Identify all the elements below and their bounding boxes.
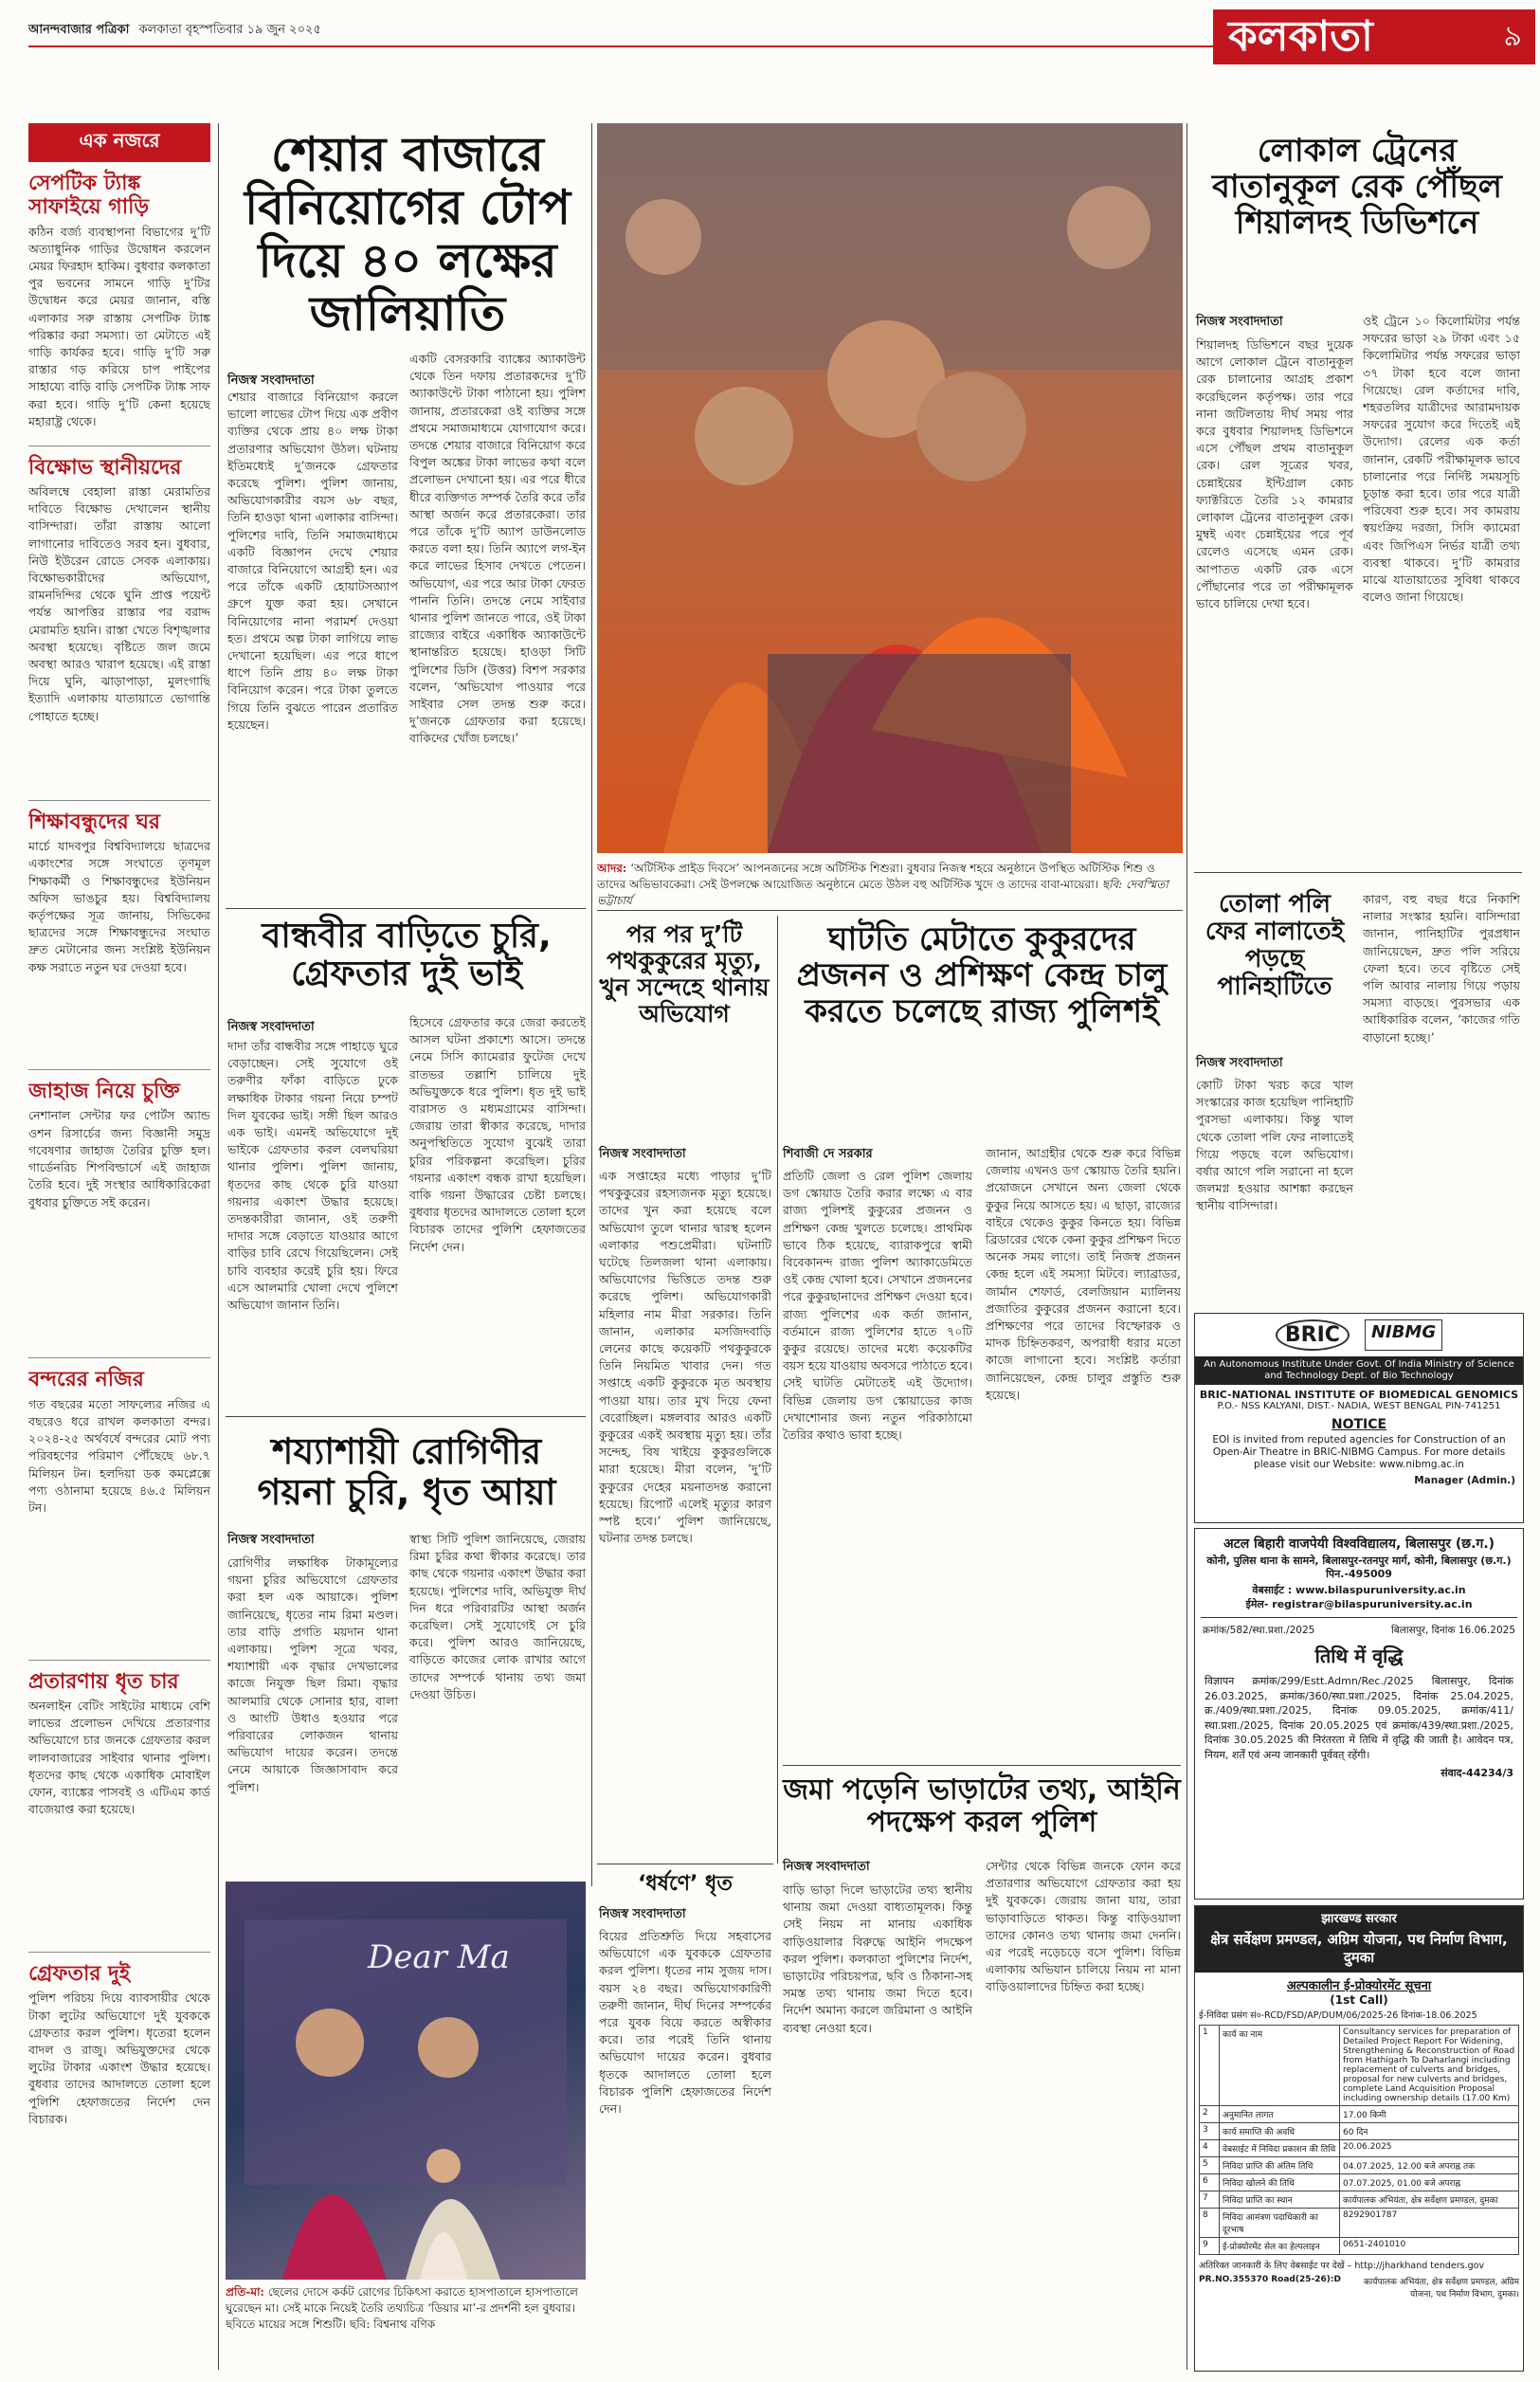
headline-dogs-death: পর পর দু’টি পথকুকুরের মৃত্যু, খুন সন্দেহে থানায় অভিযোগ (599, 920, 770, 1027)
brief-title: বন্দরের নজির (28, 1368, 144, 1392)
byline-rape: নিজস্ব সংবাদদাতা (599, 1907, 686, 1921)
tender-cell-label: अनुमानित लागत (1220, 2106, 1340, 2123)
tender-cell-label: ई-प्रोक्योरमेंट सेल का हेल्पलाइन (1220, 2238, 1340, 2255)
caption-lead: প্রতি-মা: (226, 2285, 264, 2299)
tender-cell-no: 5 (1200, 2157, 1220, 2174)
column-rule (777, 916, 778, 1864)
ad-univ-ref: क्रमांक/582/स्था.प्रशा./2025 (1203, 1625, 1315, 1636)
brief-item (28, 172, 210, 446)
headline-rent: জমা পড়েনি ভাড়াটের তথ্য, আইনি পদক্ষেপ করল পুলিশ (783, 1773, 1181, 1839)
tender-cell-value: कार्यपालक अभियंता, क्षेत्र सर्वेक्षण प्रमण्डल, दुमका (1340, 2191, 1519, 2209)
ad-tender (1194, 1905, 1524, 2372)
section-rule (226, 1416, 586, 1417)
ad-tender-ref: ई-निविदा प्रसंग सं०-RCD/FSD/AP/DUM/06/2025-26 दिनांक-18.06.2025 (1199, 2010, 1477, 2021)
ad-univ-address: कोनी, पुलिस थाना के सामने, बिलासपुर-रतनपुर मार्ग, कोनी, बिलासपुर (छ.ग.) पिन.-495009 (1206, 1555, 1512, 1580)
tender-row (1200, 2238, 1519, 2255)
photo-banner-text: Dear Ma (368, 1938, 510, 1976)
tender-row (1200, 2191, 1519, 2209)
ad-divider (1201, 1617, 1517, 1618)
byline-dogs-training: শিবাজী দে সরকার (783, 1147, 873, 1161)
ad-bric-body: EOI is invited from reputed agencies for Construction of an Open-Air Theatre in BRIC-NIBMG Campus. For more details please visit our Website: www.nibmg.ac.in (1212, 1434, 1506, 1470)
tender-row (1200, 2140, 1519, 2157)
tender-row (1200, 2123, 1519, 2140)
byline-rent: নিজস্ব সংবাদদাতা (783, 1860, 870, 1874)
photo-top (597, 123, 1183, 853)
story-hospital-col2: স্বাস্থ্য সিটি পুলিশ জানিয়েছে, জেরায় রিমা চুরির কথা স্বীকার করেছে। তার কাছ থেকে গয়নার একাংশ উদ্ধার করা হয়েছে। পুলিশের দাবি, অভিযুক্ত দীর্ঘ দিন ধরে পরিবারটির আস্থা অর্জন করেছিল। সেই সুযোগেই সে চুরি করে। পুলিশ আরও জানিয়েছে, বাড়িতে কাজের লোক রাখার আগে তাদের সম্পর্কে থানায় তথ্য জমা দেওয়া উচিত। (409, 1532, 586, 1701)
tender-cell-value: 17.00 किमी (1340, 2106, 1519, 2123)
section-rule (783, 1765, 1181, 1766)
header-rule (28, 45, 1213, 47)
byline-dogs-death: নিজস্ব সংবাদদাতা (599, 1147, 686, 1161)
story-dogs-death-body: এক সপ্তাহের মধ্যে পাড়ার দু’টি পথকুকুরের রহস্যজনক মৃত্যু হয়েছে। তাদের খুন করা হয়েছে বলে অভিযোগ তুলে থানার দ্বারস্থ হলেন এলাকার পশুপ্রেমীরা। ঘটনাটি ঘটেছে তিলজলা থানা এলাকায়। অভিযোগের ভিত্তিতে তদন্ত শুরু করেছে পুলিশ। অভিযোগকারী মহিলার নাম মীরা সরকার। তিনি জানান, এলাকার মসজিদবাড়ি লেনের কাছে কয়েকটি পথকুকুরকে তিনি নিয়মিত খাবার দেন। গত সপ্তাহে একটি কুকুরকে মৃত অবস্থায় পাওয়া যায়। তার মুখ দিয়ে ফেনা বেরোচ্ছিল। মঙ্গলবার আরও একটি কুকুরের একই অবস্থায় মৃত্যু হয়। তাঁর সন্দেহ, বিষ খাইয়ে কুকুরগুলিকে মারা হয়েছে। মীরা বলেন, ‘দু’টি কুকুরের দেহের ময়নাতদন্ত করানো হয়েছে। রিপোর্ট এলেই মৃত্যুর কারণ স্পষ্ট হবে।’ পুলিশ জানিয়েছে, ঘটনার তদন্ত চলছে। (599, 1169, 771, 1546)
photo-bottom (226, 1882, 586, 2280)
tender-cell-value: 0651-2401010 (1340, 2238, 1519, 2255)
ad-univ-date: बिलासपुर, दिनांक 16.06.2025 (1391, 1625, 1515, 1636)
story-rape-body: বিয়ের প্রতিশ্রুতি দিয়ে সহবাসের অভিযোগে এক যুবককে গ্রেফতার করল পুলিশ। ধৃতের নাম সুজয় দাস। বয়স ২৪ বছর। অভিযোগকারিণী তরুণী জানান, দীর্ঘ দিনের সম্পর্কের পরে যুবক বিয়ে করতে অস্বীকার করে। তার পরেই তিনি থানায় অভিযোগ দায়ের করেন। বুধবার ধৃতকে আদালতে তোলা হলে বিচারক পুলিশি হেফাজতের নির্দেশ দেন। (599, 1929, 771, 2117)
tender-cell-value: Consultancy services for preparation of Detailed Project Report For Widening, Strengthening & Reconstruction of Road from Hathigarh To Daharlangi including replacement of culverts and bridges, proposal for new culverts and bridges, complete Land Acquisition Proposal including ownership details (17.00 Km) (1340, 2026, 1519, 2106)
ad-bric-line1: An Autonomous Institute Under Govt. Of India Ministry of Science and Technology Dept. of Bio Technology (1195, 1356, 1523, 1385)
page-number: ৯ (1503, 20, 1522, 53)
tender-cell-no: 7 (1200, 2191, 1220, 2209)
byline-polly: নিজস্ব সংবাদদাতা (1196, 1056, 1283, 1070)
ad-tender-title1: झारखण्ड सरकार (1195, 1906, 1523, 1929)
byline-hospital: নিজস্ব সংবাদদাতা (227, 1533, 315, 1547)
tender-row (1200, 2026, 1519, 2106)
tender-cell-value: 60 दिन (1340, 2123, 1519, 2140)
ad-univ-sign: संवाद-44234/3 (1440, 1767, 1513, 1779)
tender-cell-value: 8292901787 (1340, 2209, 1519, 2238)
photo-bottom-caption (226, 2284, 586, 2370)
ad-univ-email: ईमेल- registrar@bilaspuruniversity.ac.in (1245, 1598, 1473, 1610)
ad-bric-sign: Manager (Admin.) (1414, 1475, 1515, 1486)
column-rule (591, 123, 592, 1886)
ad-bric-line2: BRIC-NATIONAL INSTITUTE OF BIOMEDICAL GENOMICS (1199, 1389, 1519, 1401)
headline-dogs-training: ঘাটতি মেটাতে কুকুরদের প্রজনন ও প্রশিক্ষণ কেন্দ্র চালু করতে চলেছে রাজ্য পুলিশই (796, 920, 1168, 1031)
story-dogs-training-col2: জানান, আগ্রহীর থেকে শুরু করে বিভিন্ন জেলায় এখনও ডগ স্কোয়াড তৈরি হয়নি। প্রয়োজনে সেখানে অন্য জেলা থেকে কুকুর নিয়ে আসতে হয়। এ ছাড়া, রাজ্যের বাইরে থেকেও কুকুর কিনতে হয়। বিভিন্ন ব্রিডারের থেকে কেনা কুকুর প্রশিক্ষণ দিতে অনেক সময় লাগে। তাই নিজস্ব প্রজনন কেন্দ্র হলে এই সমস্যা মিটবে। ল্যাব্রাডর, জার্মান শেফার্ড, বেলজিয়ান ম্যালিনয় প্রজাতির কুকুরের প্রজনন করানো হবে। প্রশিক্ষণের পরে তাদের বিস্ফোরক ও মাদক চিহ্নিতকরণ, অপরাধী ধরার মতো কাজে লাগানো হবে। সংশ্লিষ্ট কর্তারা জানিয়েছেন, কেন্দ্র চালুর প্রস্তুতি শুরু হয়েছে। (986, 1146, 1181, 1402)
tender-cell-no: 2 (1200, 2106, 1220, 2123)
tender-cell-label: कार्य समाप्ति की अवधि (1220, 2123, 1340, 2140)
caption-text: ‘অটিস্টিক প্রাইড দিবসে’ আপনজনের সঙ্গে অটিস্টিক শিশুরা। বুধবার নিজস্ব শহরে অনুষ্ঠানে উপস্থিত অটিস্টিক শিশু ও তাদের অভিভাবকেরা। সেই উপলক্ষে আয়োজিত অনুষ্ঠানে মেতে উঠল বহু অটিস্টিক খুদে ও তাদের বাবা-মায়েরা। (597, 862, 1155, 891)
brief-item (28, 1670, 210, 1953)
nibmg-logo: NIBMG (1365, 1319, 1442, 1351)
brief-title: গ্রেফতার দুই (28, 1962, 131, 1987)
photo-credit: ছবি: দেবস্মিতা ভট্টাচার্য (597, 878, 1169, 907)
brief-item (28, 1080, 210, 1358)
byline-share: নিজস্ব সংবাদদাতা (227, 373, 315, 388)
section-rule (226, 908, 586, 909)
tender-cell-no: 9 (1200, 2238, 1220, 2255)
brief-body: গত বছরের মতো সাফল্যের নজির এ বছরেও ধরে রাখল কলকাতা বন্দর। ২০২৪-২৫ অর্থবর্ষে বন্দরের মোট পণ্য পরিবহণের পরিমাণ পৌঁছেছে ৬৮.৭ মিলিয়ন টন। হলদিয়া ডক কমপ্লেক্সে পণ্য ওঠানামা হয়েছে ৪৬.৫ মিলিয়ন টন। (28, 1396, 210, 1515)
headline-robbery: বান্ধবীর বাড়িতে চুরি, গ্রেফতার দুই ভাই (262, 917, 552, 994)
tender-row (1200, 2174, 1519, 2191)
tender-cell-label: कार्य का नाम (1220, 2026, 1340, 2106)
brief-body: নেশানাল সেন্টার ফর পোর্টস অ্যান্ড ওশন রিসার্চের জন্য বিজ্ঞানী সমুদ্র গবেষণার জাহাজ তৈরির চুক্তি হল। গার্ডেনরিচ শিপবিল্ডার্সে এই জাহাজ তৈরি হবে। দুই সংস্থার আধিকারিকেরা বুধবার চুক্তিতে সই করেন। (28, 1108, 210, 1209)
ad-univ-body: विज्ञापन क्रमांक/299/Estt.Admn/Rec./2025 बिलासपुर, दिनांक 26.03.2025, क्रमांक/360/स्था.प्रशा./2025, दिनांक 25.04.2025, क्र./409/स्था.प्रशा./2025, दिनांक 09.05.2025, क्रमांक/411/स्था.प्रशा./2025, दिनांक 20.05.2025 एवं क्रमांक/439/स्था.प्रशा./2025, दिनांक 30.05.2025 की निरंतरता में तिथि में वृद्धि की जाती है। आवेदन पत्र, नियम, शर्तें एवं अन्य जानकारी पूर्ववत् रहेंगी। (1205, 1675, 1513, 1761)
ad-bric-notice: NOTICE (1331, 1417, 1387, 1432)
ad-tender-call: (1st Call) (1330, 1993, 1388, 2007)
brief-title: জাহাজ নিয়ে চুক্তি (28, 1080, 180, 1104)
tender-row (1200, 2209, 1519, 2238)
ad-tender-signline (1195, 2273, 1523, 2301)
story-rent-col2: সেন্টার থেকে বিভিন্ন জনকে ফোন করে প্রতারণার অভিযোগে গ্রেফতার করা হয় দুই যুবককে। জেরায় জানা যায়, তারা ভাড়াবাড়িতে থাকত। কিন্তু বাড়িওয়ালা তাদের কোনও তথ্য থানায় জমা দেননি। এর পরেই নড়েচড়ে বসে পুলিশ। বিভিন্ন এলাকায় অভিযান চালিয়ে নিয়ম না মানা বাড়িওয়ালাদের চিহ্নিত করা হচ্ছে। (986, 1859, 1181, 1994)
tender-cell-value: 20.06.2025 (1340, 2140, 1519, 2157)
brief-item (28, 1962, 210, 2217)
tender-cell-label: निविदा खोलने की तिथि (1220, 2174, 1340, 2191)
brief-body: পুলিশ পরিচয় দিয়ে ব্যাবসায়ীর থেকে টাকা লুটের অভিযোগে দুই যুবককে গ্রেফতার করল পুলিশ। ধৃতেরা হলেন বাদল ও রাজু। অভিযুক্তদের থেকে লুটের টাকার একাংশ উদ্ধার হয়েছে। বুধবার তাদের আদালতে তোলা হলে পুলিশি হেফাজতের নির্দেশ দেন বিচারক। (28, 1991, 210, 2126)
brief-title: প্রতারণায় ধৃত চার (28, 1669, 179, 1694)
brief-title: শিক্ষাবন্ধুদের ঘর (28, 809, 161, 834)
ad-tender-sign: कार्यपालक अभियंता, क्षेत्र सर्वेक्षण प्रमण्डल, अग्रिम योजना, पथ निर्माण विभाग, दुमका। (1364, 2278, 1519, 2300)
dateline: কলকাতা বৃহস্পতিবার ১৯ জুন ২০২৫ (138, 23, 321, 37)
photo-top-image (597, 123, 1183, 853)
ad-tender-notice: अल्पकालीन ई-प्रोक्योरमेंट सूचना (1286, 1979, 1432, 1993)
brief-item (28, 1368, 210, 1660)
story-polly-col2: কারণ, বহু বছর ধরে নিকাশি নালার সংস্কার হয়নি। বাসিন্দারা জানান, পানিহাটির পুরপ্রধান জানিয়েছেন, দ্রুত পলি সরিয়ে ফেলা হবে। তবে বৃষ্টিতে সেই পলি আবার নালায় গিয়ে পড়ায় সমস্যা বাড়ছে। পুরসভার এক আধিকারিক বলেন, ‘কাজের গতি বাড়ানো হচ্ছে।’ (1363, 892, 1520, 1045)
story-robbery-col2: হিসেবে গ্রেফতার করে জেরা করতেই আসল ঘটনা প্রকাশ্যে আসে। তদন্তে নেমে সিসি ক্যামেরার ফুটেজ দেখে রাতভর তল্লাশি চালিয়ে দুই অভিযুক্তকে ধরে পুলিশ। ধৃত দুই ভাই বারাসত ও মধ্যমগ্রামের বাসিন্দা। জেরায় তারা স্বীকার করেছে, দাদার অনুপস্থিতিতে সুযোগ বুঝেই তারা চুরির পরিকল্পনা করেছিল। চুরির গয়নার একাংশ বন্ধক রাখা হয়েছিল। বাকি গয়না উদ্ধারের চেষ্টা চলছে। বুধবার ধৃতদের আদালতে তোলা হলে বিচারক তাদের পুলিশি হেফাজতের নির্দেশ দেন। (409, 1015, 586, 1254)
ad-bric-logos (1195, 1314, 1523, 1351)
section-rule (1194, 872, 1522, 873)
tender-cell-no: 8 (1200, 2209, 1220, 2238)
ad-univ-refline (1195, 1624, 1523, 1637)
tender-cell-value: 07.07.2025, 01.00 बजे अपराह्न (1340, 2174, 1519, 2191)
story-train-col2: ওই ট্রেনে ১০ কিলোমিটার পর্যন্ত সফরের ভাড়া ২৯ টাকা এবং ১৫ কিলোমিটার পর্যন্ত সফরের ভাড়া ৩৭ টাকা হবে বলে জানা গিয়েছে। রেল কর্তাদের দাবি, শহরতলির যাত্রীদের আরামদায়ক সফরের সুযোগ করে দিতেই এই উদ্যোগ। রেলের এক কর্তা জানান, রেকটি পরীক্ষামূলক ভাবে চালানোর পরে নির্দিষ্ট সময়সূচি চূড়ান্ত করা হবে। তার পরে যাত্রী পরিষেবা শুরু হবে। সব কামরায় স্বয়ংক্রিয় দরজা, সিসি ক্যামেরা এবং জিপিএস নির্ভর যাত্রী তথ্য ব্যবস্থা থাকবে। দু’টি কামরার মাঝে যাতায়াতের সুবিধা থাকবে বলেও জানা গিয়েছে। (1363, 314, 1520, 605)
story-dogs-training-col1: প্রতিটি জেলা ও রেল পুলিশ জেলায় ডগ স্কোয়াড তৈরি করার লক্ষ্যে এ বার রাজ্য পুলিশই কুকুরের প্রজনন ও প্রশিক্ষণ কেন্দ্র খুলতে চলেছে। প্রাথমিক ভাবে ঠিক হয়েছে, ব্যারাকপুরে স্বামী বিবেকানন্দ রাজ্য পুলিশ অ্যাকাডেমিতে ওই কেন্দ্র খোলা হবে। সেখানে প্রজননের পরে কুকুরছানাদের প্রশিক্ষণ দেওয়া হবে। রাজ্য পুলিশের এক কর্তা জানান, বর্তমানে রাজ্য পুলিশের হাতে ৭০টি কুকুর রয়েছে। তাদের মধ্যে কয়েকটির বয়স হয়ে যাওয়ায় অবসরে পাঠাতে হবে। সেই ঘাটতি মেটাতেই এই উদ্যোগ। বিভিন্ন জেলায় ডগ স্কোয়াডের কাজ দেখাশোনার জন্য নতুন পরিকাঠামো তৈরির কথাও ভাবা হচ্ছে। (783, 1169, 972, 1443)
tender-row (1200, 2157, 1519, 2174)
ad-univ-title: अटल बिहारी वाजपेयी विश्वविद्यालय, बिलासपुर (छ.ग.) (1223, 1536, 1495, 1552)
ad-univ-website: वेबसाईट : www.bilaspuruniversity.ac.in (1252, 1584, 1466, 1596)
briefs-column (28, 123, 210, 2370)
brief-body: অবিলম্বে বেহালা রাস্তা মেরামতির দাবিতে বিক্ষোভ দেখালেন স্থানীয় বাসিন্দারা। তাঁরা রাস্তায় আলো লাগানোর দাবিতেও সরব হন। বুধবার, নিউ ইউরেন রোডে সেবক এলাকায়। বিক্ষোভকারীদের অভিযোগ, রামনদিন্দির থেকে ঘুনি প্রাপ্ত পয়েন্ট পর্যন্ত আপত্তির রাস্তার পর বরাদ্দ মেরামতি হয়নি। রাস্তা খেতে বিশৃঙ্খলার অবস্থা হয়েছে। বৃষ্টিতে জল জমে অবস্থা আরও খারাপ হয়েছে। এই রাস্তা দিয়ে ঘুনি, ঝাড়াপাড়া, মুলংগাছি ইত্যাদি এলাকায় যাতায়াতে ভোগান্তি পোহাতে হচ্ছে। (28, 483, 210, 723)
masthead-line (28, 21, 321, 41)
headline-train: লোকাল ট্রেনের বাতানুকূল রেক পৌঁছল শিয়ালদহ ডিভিশনে (1211, 132, 1503, 243)
story-rent-col1: বাড়ি ভাড়া দিলে ভাড়াটের তথ্য স্থানীয় থানায় জমা দেওয়া বাধ্যতামূলক। কিন্তু সেই নিয়ম না মানায় একাধিক বাড়িওয়ালার বিরুদ্ধে আইনি পদক্ষেপ করল পুলিশ। কলকাতা পুলিশের নির্দেশ, ভাড়াটের পরিচয়পত্র, ছবি ও ঠিকানা-সহ সমস্ত তথ্য থানায় জমা দিতে হবে। নির্দেশ অমান্য করলে জরিমানা ও আইনি ব্যবস্থা নেওয়া হবে। (783, 1882, 972, 2035)
ad-tender-ref2: PR.NO.355370 Road(25-26):D (1199, 2275, 1341, 2284)
section-rule (597, 910, 1183, 911)
story-robbery-col1: দাদা তাঁর বান্ধবীর সঙ্গে পাহাড়ে ঘুরে বেড়াচ্ছেন। সেই সুযোগে ওই তরুণীর ফাঁকা বাড়িতে ঢুকে লক্ষাধিক টাকার গয়না নিয়ে চম্পট দিল যুবকের ভাই। সঙ্গী ছিল আরও এক ভাই। এমনই অভিযোগে দুই ভাইকে গ্রেফতার করল বেলঘরিয়া থানার পুলিশ। পুলিশ জানায়, ধৃতদের কাছ থেকে চুরি যাওয়া গয়নার একাংশ উদ্ধার হয়েছে। তদন্তকারীরা জানান, ওই তরুণী দাদার সঙ্গে বেড়াতে যাওয়ার আগে বাড়ির চাবি রেখে গিয়েছিলেন। সেই চাবি ব্যবহার করেই চুরি হয়। ফিরে এসে আলমারি খোলা দেখে পুলিশে অভিযোগ জানান তিনি। (227, 1039, 398, 1313)
ad-tender-table (1199, 2025, 1519, 2255)
ad-tender-table-wrap (1195, 2023, 1523, 2257)
caption-lead: আদর: (597, 862, 627, 875)
tender-cell-no: 4 (1200, 2140, 1220, 2157)
briefs-label: এক নজরে (28, 123, 210, 162)
brief-item (28, 456, 210, 801)
ad-bric-line3: P.O.- NSS KALYANI, DIST.- NADIA, WEST BENGAL PIN-741251 (1217, 1401, 1501, 1411)
story-share-col1: শেয়ার বাজারে বিনিয়োগ করলে ভালো লাভের টোপ দিয়ে এক প্রবীণ ব্যক্তির থেকে প্রায় ৪০ লক্ষ টাকা প্রতারণার অভিযোগ উঠল। ঘটনায় ইতিমধ্যেই দু’জনকে গ্রেফতার করেছে পুলিশ। পুলিশ জানায়, অভিযোগকারীর বয়স ৬৮ বছর, তিনি হাওড়া থানা এলাকার বাসিন্দা। পুলিশের দাবি, তিনি সমাজমাধ্যমে একটি বিজ্ঞাপন দেখে শেয়ার বাজারে বিনিয়োগে আগ্রহী হন। এর পরে তাঁকে একটি হোয়াটসঅ্যাপ গ্রুপে যুক্ত করা হয়। সেখানে বিনিয়োগের নানা পরামর্শ দেওয়া হত। প্রথমে অল্প টাকা লাগিয়ে লাভ দেখানো হয়েছিল। এর পরে ধাপে ধাপে তিনি প্রায় ৪০ লক্ষ টাকা বিনিয়োগ করেন। পরে টাকা তুলতে গিয়ে তিনি বুঝতে পারেন প্রতারিত হয়েছেন। (227, 390, 398, 732)
tender-row (1200, 2106, 1519, 2123)
brief-body: কঠিন বর্জ্য ব্যবস্থাপনা বিভাগের দু’টি অত্যাধুনিক গাড়ির উদ্বোধন করলেন মেয়র ফিরহাদ হাকিম। বুধবার কলকাতা পুর ভবনের সামনে গাড়ি দু’টির উদ্বোধন করে মেয়র জানান, বস্তি এলাকার সরু রাস্তায় সেপটিক ট্যাঙ্ক পরিষ্কার করা সমস্যা। তা মেটাতে এই গাড়ি কার্যকর হবে। গাড়ি দু’টি সরু রাস্তার গড় করিয়ে চাপ পাইপের সাহায্যে বাড়ি বাড়ি সেপটিক ট্যাঙ্ক সাফ করা হবে। গাড়ি দু’টি কেনা হয়েছে মহারাষ্ট্র থেকে। (28, 224, 210, 428)
story-train-col1: শিয়ালদহ ডিভিশনে বছর দুয়েক আগে লোকাল ট্রেনে বাতানুকূল রেক চালানোর আগ্রহ প্রকাশ করেছিলেন কর্তৃপক্ষ। তার পরে নানা জটিলতায় দীর্ঘ সময় পার করে বুধবার শিয়ালদহ ডিভিশনে এসে পৌঁছল প্রথম বাতানুকূল রেক। রেল সূত্রের খবর, চেন্নাইয়ের ইন্টিগ্রাল কোচ ফ্যাক্টরিতে তৈরি ১২ কামরার লোকাল ট্রেনের বাতানুকূল রেক। মুম্বই এবং চেন্নাইয়ের পরে পূর্ব রেলেও এসেছে এমন রেক। আপাতত একটি রেক এসে পৌঁছানোর পরে তা পরীক্ষামূলক ভাবে চালিয়ে দেখা হবে। (1196, 337, 1353, 611)
story-share-col2: একটি বেসরকারি ব্যাঙ্কের অ্যাকাউন্ট থেকে তিন দফায় প্রতারকদের দু’টি অ্যাকাউন্টে টাকা পাঠানো হয়। পুলিশ জানায়, প্রতারকেরা ওই ব্যক্তির সঙ্গে প্রথমে সমাজমাধ্যমে যোগাযোগ করে। তদন্তে শেয়ার বাজারে বিনিয়োগ করে বিপুল অঙ্কের টাকা লাভের কথা বলে প্রলোভন দেখানো হয়। এর পরে ধীরে ধীরে ব্যক্তিগত সম্পর্ক তৈরি করে তাঁর আস্থা অর্জন করে প্রতারকেরা। তার পরে তাঁকে দু’টি অ্যাপ ডাউনলোড করতে বলা হয়। তিনি অ্যাপে লগ-ইন করে লাভের হিসাব দেখতে পেতেন। অভিযোগ, এর পরে আর টাকা ফেরত পাননি তিনি। তদন্তে নেমে সাইবার থানার পুলিশ জানতে পারে, ওই টাকা রাজ্যের বাইরে একাধিক অ্যাকাউন্টে স্থানান্তরিত হয়েছে। হাওড়া সিটি পুলিশের ডিসি (উত্তর) বিশপ সরকার বলেন, ‘অভিযোগ পাওয়ার পরে সাইবার সেল তদন্ত শুরু করে। দু’জনকে গ্রেফতার করা হয়েছে। বাকিদের খোঁজ চলছে।’ (409, 352, 586, 746)
ad-university (1194, 1528, 1524, 1900)
tender-cell-no: 6 (1200, 2174, 1220, 2191)
caption-text: ছেলের দোসে কর্কট রোগের চিকিৎসা করাতে হাসপাতালে হাসপাতালে ঘুরেছেন মা। সেই মাকে নিয়েই তৈরি তথ্যচিত্র ‘ডিয়ার মা’-র প্রদর্শনী হল বুধবার। ছবিতে মায়ের সঙ্গে শিশুটি। ছবি: বিশ্বনাথ বণিক (226, 2285, 578, 2331)
tender-cell-label: निविदा प्राप्ति की अंतिम तिथि (1220, 2157, 1340, 2174)
brief-title: সেপটিক ট্যাঙ্ক সাফাইয়ে গাড়ি (28, 172, 150, 220)
ad-tender-footer: अतिरिक्त जानकारी के लिए वेबसाईट पर देखें – http://jharkhand tenders.gov (1199, 2261, 1485, 2271)
tender-cell-value: 04.07.2025, 12.00 बजे अपराह्न तक (1340, 2157, 1519, 2174)
masthead: আনন্দবাজার পত্রিকা (28, 23, 130, 37)
headline-hospital: শয্যাশায়ী রোগিণীর গয়না চুরি, ধৃত আয়া (257, 1430, 556, 1513)
headline-rape: ‘ধর্ষণে’ ধৃত (638, 1872, 733, 1896)
ad-univ-notice-title: तिथि में वृद्धि (1314, 1645, 1404, 1667)
bric-logo: BRIC (1276, 1319, 1350, 1351)
headline-share: শেয়ার বাজারে বিনিয়োগের টোপ দিয়ে ৪০ লক্ষের জালিয়াতি (244, 127, 571, 341)
ad-tender-title2: क्षेत्र सर्वेक्षण प्रमण्डल, अग्रिम योजना, पथ निर्माण विभाग, दुमका (1195, 1929, 1523, 1973)
section-title: কলকাতা (1228, 12, 1373, 61)
section-banner (1213, 9, 1535, 64)
tender-cell-label: निविदा आमंत्रण पदाधिकारी का दूरभाष (1220, 2209, 1340, 2238)
brief-body: মার্চে যাদবপুর বিশ্ববিদ্যালয়ে ছাত্রদের একাংশের সঙ্গে সংঘাতে তৃণমূল শিক্ষাকর্মী ও শিক্ষাবন্ধুদের ইউনিয়ন অফিস ভাঙচুর হয়। বিশ্ববিদ্যালয় কর্তৃপক্ষের সূত্র জানায়, সিভিকের ছাত্রদের সঙ্গে শিক্ষাবন্ধুদের সংঘাত দ্রুত মেটানোর জন্য সংশ্লিষ্ট ইউনিয়ন কক্ষ সরাতে নতুন ঘর দেওয়া হবে। (28, 839, 210, 974)
brief-item (28, 810, 210, 1070)
story-hospital-col1: রোগিণীর লক্ষাধিক টাকামূল্যের গয়না চুরির অভিযোগে গ্রেফতার করা হল এক আয়াকে। পুলিশ জানিয়েছে, ধৃতের নাম রিমা মণ্ডল। তার বাড়ি প্রগতি ময়দান থানা এলাকায়। পুলিশ সূত্রে খবর, শয্যাশায়ী এক বৃদ্ধার দেখভালের কাজে নিযুক্ত ছিল রিমা। বৃদ্ধার আলমারি থেকে সোনার হার, বালা ও আংটি উধাও হওয়ার পরে পরিবারের লোকজন থানায় অভিযোগ দায়ের করেন। তদন্তে নেমে আয়াকে জিজ্ঞাসাবাদ করে পুলিশ। (227, 1555, 398, 1794)
tender-cell-no: 1 (1200, 2026, 1220, 2106)
column-rule (218, 123, 219, 2370)
byline-robbery: নিজস্ব সংবাদদাতা (227, 1020, 315, 1034)
tender-cell-no: 3 (1200, 2123, 1220, 2140)
brief-title: বিক্ষোভ স্থানীয়দের (28, 455, 182, 480)
byline-train: নিজস্ব সংবাদদাতা (1196, 315, 1283, 329)
ad-bric (1194, 1313, 1524, 1523)
tender-cell-label: निविदा प्राप्ति का स्थान (1220, 2191, 1340, 2209)
headline-polly: তোলা পলি ফের নালাতেই পড়ছে পানিহাটিতে (1205, 890, 1345, 1002)
tender-cell-label: वेबसाईट में निविदा प्रकाशन की तिथि (1220, 2140, 1340, 2157)
brief-body: অনলাইন বেটিং সাইটের মাধ্যমে বেশি লাভের প্রলোভন দেখিয়ে প্রতারণার অভিযোগে চার জনকে গ্রেফতার করল লালবাজারের সাইবার থানার পুলিশ। ধৃতদের কাছ থেকে একাধিক মোবাইল ফোন, ব্যাঙ্কের পাসবই ও এটিএম কার্ড বাজেয়াপ্ত করা হয়েছে। (28, 1699, 210, 1817)
photo-top-caption (597, 861, 1183, 908)
story-polly-col1: কোটি টাকা খরচ করে খাল সংস্কারের কাজ হয়েছিল পানিহাটি পুরসভা এলাকায়। কিন্তু খাল থেকে তোলা পলি ফের নালাতেই গিয়ে পড়ছে বলে অভিযোগ। বর্ষার আগে পলি সরানো না হলে জলমগ্ন হওয়ার আশঙ্কা করছেন স্থানীয় বাসিন্দারা। (1196, 1078, 1353, 1213)
